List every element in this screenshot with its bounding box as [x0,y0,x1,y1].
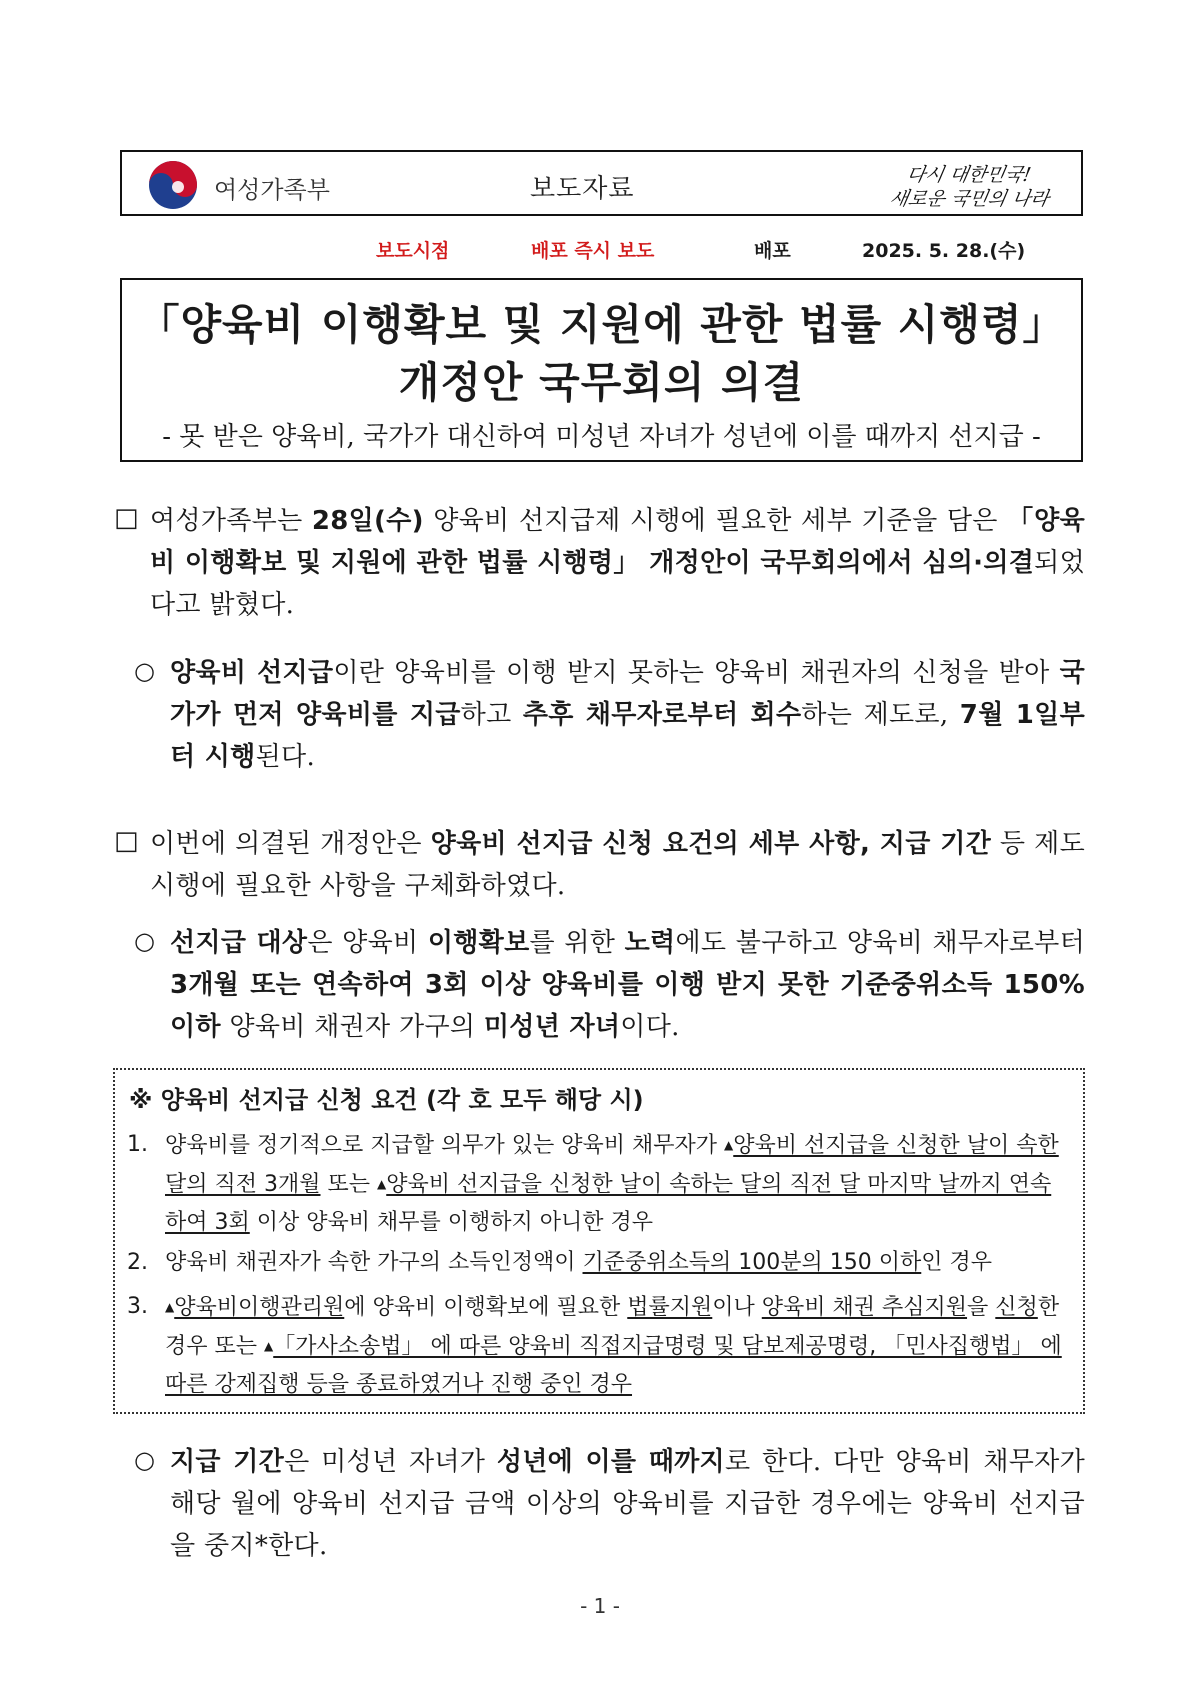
p3-text-a: 이번에 의결된 개정안은 [150,829,431,859]
triangle-icon: ▲ [377,1177,387,1191]
taegeuk-emblem-icon [148,160,198,210]
p2-recover: 추후 채무자로부터 회수 [522,700,802,730]
document-type: 보도자료 [530,174,635,204]
item2-text-a: 양육비 채권자가 속한 가구의 소득인정액이 [165,1250,583,1275]
p4-text-b: 은 양육비 [307,928,428,958]
p2-term: 양육비 선지급 [170,658,334,688]
p3-details: 양육비 선지급 신청 요건의 세부 사항, 지급 기간 [430,829,992,859]
requirements-note-box [113,1068,1085,1414]
release-date: 2025. 5. 28.(수) [862,240,1026,262]
slogan-line-2: 새로운 국민의 나라 [887,188,1051,210]
note-item-1 [127,1126,1067,1240]
item2-text-c: 인 경우 [921,1250,993,1275]
note-item-2 [127,1244,1067,1282]
note-item-1-text [165,1126,1069,1242]
ministry-name: 여성가족부 [214,176,330,204]
item3-text-f: 을 [967,1295,996,1320]
note-item-3 [127,1288,1067,1402]
note-item-3-text [165,1288,1069,1404]
paragraph-4 [170,922,1085,1048]
circle-bullet: ○ [134,1446,155,1474]
item1-underlined-b: 양육비 선지급을 신청한 날이 속한 달의 직전 3개월 [165,1133,1059,1197]
p4-effort: 노력 [624,928,676,958]
subtitle: - 못 받은 양육비, 국가가 대신하여 미성년 자녀가 성년에 이를 때까지 선지급 - [162,422,1041,452]
item2-underlined-b: 기준중위소득의 100분의 150 이하 [582,1250,922,1275]
note-item-2-text [165,1244,1069,1282]
p4-target: 선지급 대상 [170,928,308,958]
item3-text-h: 한 경우 또는 [165,1295,1060,1359]
note-item-number: 3. [127,1294,148,1319]
item3-underlined-a: 양육비이행관리원 [174,1295,345,1320]
title-line-2: 개정안 국무회의 의결 [398,358,805,407]
page-number: - 1 - [580,1594,620,1618]
circle-bullet: ○ [134,657,155,685]
header-box [120,150,1083,216]
p2-state-pays: 국가가 먼저 양육비를 지급 [170,658,1085,730]
p5-period: 지급 기간 [170,1447,285,1477]
release-timing: 배포 즉시 보도 [531,240,655,262]
p2-text-h: 된다. [255,742,316,772]
square-bullet: □ [114,826,139,856]
p5-text-b: 은 미성년 자녀가 [284,1447,497,1477]
p3-text-c: 등 제도 시행에 필요한 사항을 구체화하였다. [150,829,1085,901]
triangle-icon: ▲ [724,1138,734,1152]
note-item-number: 1. [127,1132,148,1157]
p4-enforcement: 이행확보 [427,928,530,958]
item1-text-e: 이상 양육비 채무를 이행하지 아니한 경우 [249,1210,653,1235]
p1-date: 28일(수) [311,506,424,536]
slogan-line-1: 다시 대한민국! [904,164,1033,186]
triangle-icon: ▲ [264,1339,274,1353]
p4-text-d: 를 위한 [529,928,625,958]
release-info-row [0,236,1200,266]
paragraph-3 [150,823,1085,907]
p2-start-date: 7월 1일부터 시행 [170,700,1085,772]
p4-text-h: 양육비 채권자 가구의 [220,1012,484,1042]
p5-adulthood: 성년에 이를 때까지 [496,1447,725,1477]
p4-text-f: 에도 불구하고 양육비 채무자로부터 [675,928,1085,958]
square-bullet: □ [114,503,139,533]
item3-underlined-g: 신청 [995,1295,1038,1320]
circle-bullet: ○ [134,927,155,955]
p1-text-e: 되었다고 밝혔다. [150,548,1085,620]
p5-text-d: 로 한다. 다만 양육비 채무자가 해당 월에 양육비 선지급 금액 이상의 양육비를 지급한 경우에는 양육비 선지급을 중지*한다. [170,1447,1085,1561]
paragraph-2 [170,652,1085,778]
item3-text-d: 이나 [712,1295,762,1320]
note-title: ※ 양육비 선지급 신청 요건 (각 호 모두 해당 시) [129,1086,644,1114]
paragraph-1 [150,500,1085,626]
note-item-number: 2. [127,1250,148,1275]
item1-underlined-d: 양육비 선지급을 신청한 날이 속하는 달의 직전 달 마지막 날까지 연속하여 3회 [165,1172,1052,1235]
p2-text-b: 이란 양육비를 이행 받지 못하는 양육비 채권자의 신청을 받아 [333,658,1060,688]
item3-underlined-i: 「가사소송법」 에 따른 양육비 직접지급명령 및 담보제공명령, 「민사집행법」 에 따른 강제집행 등을 종료하였거나 진행 중인 경우 [165,1334,1062,1397]
title-line-1: 「양육비 이행확보 및 지원에 관한 법률 시행령」 [137,300,1066,349]
p4-text-j: 이다. [620,1012,680,1042]
item3-text-b: 에 양육비 이행확보에 필요한 [344,1295,628,1320]
p4-minor-child: 미성년 자녀 [483,1012,621,1042]
p1-text-c: 양육비 선지급제 시행에 필요한 세부 기준을 담은 [423,506,1008,536]
p2-text-f: 하는 제도로, [801,700,960,730]
paragraph-5 [170,1441,1085,1567]
triangle-icon: ▲ [165,1300,175,1314]
item3-underlined-e: 양육비 채권 추심지원 [761,1295,968,1320]
p1-text-a: 여성가족부는 [150,506,312,536]
release-label: 보도시점 [376,240,450,262]
item1-text-c: 또는 [320,1172,377,1197]
item3-underlined-c: 법률지원 [627,1295,713,1320]
p4-criteria: 3개월 또는 연속하여 3회 이상 양육비를 이행 받지 못한 기준중위소득 150% 이하 [170,970,1085,1042]
title-box [120,278,1083,462]
p1-law-title: 「양육비 이행확보 및 지원에 관한 법률 시행령」 개정안이 국무회의에서 심의·의결 [150,506,1085,578]
p2-text-d: 하고 [460,700,523,730]
slogan-handwriting [834,158,1049,212]
distribution-label: 배포 [754,240,791,262]
item1-text-a: 양육비를 정기적으로 지급할 의무가 있는 양육비 채무자가 [165,1133,725,1158]
